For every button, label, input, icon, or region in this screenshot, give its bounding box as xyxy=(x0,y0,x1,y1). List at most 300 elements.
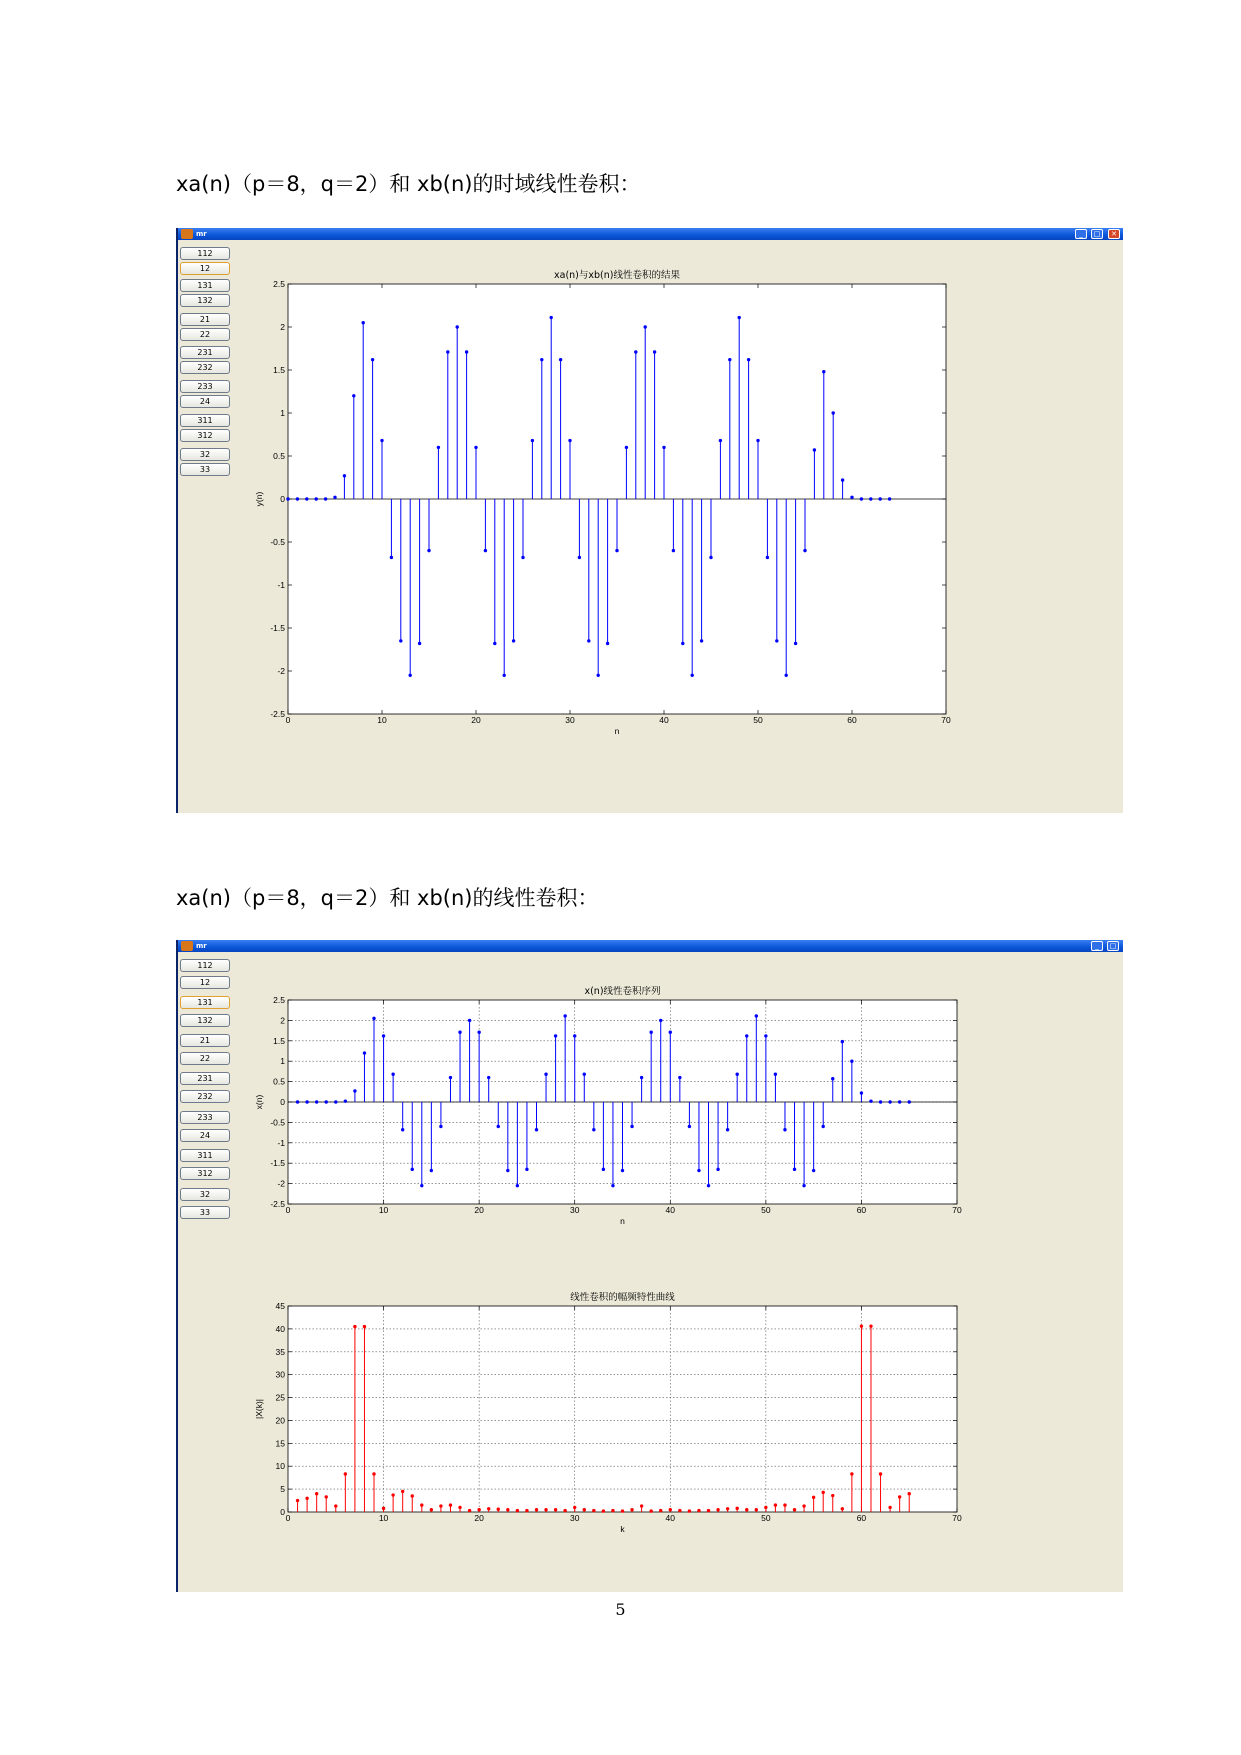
stem-marker xyxy=(841,1507,844,1510)
x-tick-label: 20 xyxy=(471,715,481,725)
y-tick-label: 20 xyxy=(275,1415,285,1426)
stem-marker xyxy=(697,1509,700,1512)
stem-marker xyxy=(477,1031,480,1034)
stem-marker xyxy=(831,1494,834,1497)
y-tick-label: 2.5 xyxy=(273,279,285,289)
stem-marker xyxy=(735,1073,738,1076)
y-axis-label: y(n) xyxy=(254,491,264,507)
uicontrol-button-33[interactable]: 33 xyxy=(180,463,230,476)
uicontrol-button-12[interactable]: 12 xyxy=(180,976,230,989)
x-tick-label: 50 xyxy=(753,715,763,725)
uicontrol-button-12[interactable]: 12 xyxy=(180,262,230,275)
stem-marker xyxy=(691,674,694,677)
x-tick-label: 50 xyxy=(761,1513,771,1523)
stem-marker xyxy=(659,1019,662,1022)
caption-time-domain-convolution: xa(n)（p＝8，q＝2）和 xb(n)的时域线性卷积： xyxy=(176,172,641,196)
stem-marker xyxy=(678,1076,681,1079)
stem-marker xyxy=(592,1509,595,1512)
stem-marker xyxy=(726,1507,729,1510)
stem-marker xyxy=(506,1169,509,1172)
stem-marker xyxy=(477,1508,480,1511)
stem-marker xyxy=(573,1034,576,1037)
stem-marker xyxy=(793,1508,796,1511)
stem-marker xyxy=(775,639,778,642)
x-tick-label: 70 xyxy=(952,1513,962,1523)
x-tick-label: 70 xyxy=(952,1205,962,1215)
x-tick-label: 10 xyxy=(377,715,387,725)
stem-marker xyxy=(554,1034,557,1037)
uicontrol-button-112[interactable]: 112 xyxy=(180,247,230,260)
stem-marker xyxy=(766,556,769,559)
stem-marker xyxy=(672,549,675,552)
stem-marker xyxy=(305,497,308,500)
stem-marker xyxy=(420,1503,423,1506)
stem-marker xyxy=(296,497,299,500)
stem-marker xyxy=(334,1100,337,1103)
uicontrol-button-112[interactable]: 112 xyxy=(180,959,230,972)
stem-marker xyxy=(602,1509,605,1512)
stem-marker xyxy=(411,1494,414,1497)
stem-marker xyxy=(850,496,853,499)
stem-marker xyxy=(812,1169,815,1172)
stem-marker xyxy=(535,1128,538,1131)
stem-marker xyxy=(362,321,365,324)
uicontrol-button-232[interactable]: 232 xyxy=(180,361,230,374)
app-icon xyxy=(181,941,193,951)
y-tick-label: -1.5 xyxy=(270,1158,285,1169)
stem-marker xyxy=(468,1509,471,1512)
stem-marker xyxy=(487,1507,490,1510)
x-tick-label: 60 xyxy=(856,1513,867,1523)
stem-marker xyxy=(678,1509,681,1512)
stem-marker xyxy=(401,1128,404,1131)
uicontrol-button-233[interactable]: 233 xyxy=(180,1111,230,1124)
stem-marker xyxy=(640,1076,643,1079)
y-tick-label: 45 xyxy=(275,1301,285,1311)
stem-marker xyxy=(512,639,515,642)
stem-marker xyxy=(774,1503,777,1506)
stem-marker xyxy=(783,1503,786,1506)
stem-marker xyxy=(879,497,882,500)
uicontrol-button-32[interactable]: 32 xyxy=(180,1188,230,1201)
stem-marker xyxy=(630,1508,633,1511)
stem-marker xyxy=(709,556,712,559)
stem-marker xyxy=(343,474,346,477)
stem-marker xyxy=(879,1472,882,1475)
stem-marker xyxy=(449,1076,452,1079)
stem-marker xyxy=(908,1100,911,1103)
stem-marker xyxy=(305,1100,308,1103)
stem-marker xyxy=(573,1506,576,1509)
chart-title: x(n)线性卷积序列 xyxy=(584,986,661,997)
stem-marker xyxy=(908,1492,911,1495)
stem-marker xyxy=(669,1508,672,1511)
stem-marker xyxy=(606,642,609,645)
stem-marker xyxy=(420,1184,423,1187)
stem-marker xyxy=(305,1497,308,1500)
stem-marker xyxy=(474,446,477,449)
stem-marker xyxy=(662,446,665,449)
y-tick-label: 30 xyxy=(275,1369,285,1380)
page-number: 5 xyxy=(615,1600,626,1619)
stem-marker xyxy=(813,448,816,451)
stem-marker xyxy=(716,1168,719,1171)
uicontrol-button-311[interactable]: 311 xyxy=(180,414,230,427)
stem-marker xyxy=(390,556,393,559)
stem-marker xyxy=(747,358,750,361)
stem-marker xyxy=(869,497,872,500)
stem-marker xyxy=(755,1014,758,1017)
window-title: mr xyxy=(196,942,207,950)
stem-marker xyxy=(756,439,759,442)
stem-marker xyxy=(315,1492,318,1495)
y-tick-label: 15 xyxy=(275,1438,285,1449)
y-tick-label: 0 xyxy=(280,1507,285,1517)
stem-marker xyxy=(344,1472,347,1475)
stem-marker xyxy=(611,1184,614,1187)
stem-marker xyxy=(802,1184,805,1187)
stem-marker xyxy=(879,1100,882,1103)
stem-marker xyxy=(493,642,496,645)
stem-marker xyxy=(315,497,318,500)
uicontrol-button-131[interactable]: 131 xyxy=(180,996,230,1009)
stem-marker xyxy=(615,549,618,552)
stem-marker xyxy=(525,1168,528,1171)
x-tick-label: 50 xyxy=(761,1205,771,1215)
stem-marker xyxy=(382,1034,385,1037)
uicontrol-button-24[interactable]: 24 xyxy=(180,395,230,408)
uicontrol-button-131[interactable]: 131 xyxy=(180,279,230,292)
stem-marker xyxy=(888,1506,891,1509)
stem-marker xyxy=(669,1031,672,1034)
stem-marker xyxy=(550,316,553,319)
window-title: mr xyxy=(196,230,207,238)
stem-marker xyxy=(850,1472,853,1475)
uicontrol-button-312[interactable]: 312 xyxy=(180,1167,230,1180)
stem-marker xyxy=(437,446,440,449)
y-tick-label: 25 xyxy=(275,1392,285,1403)
stem-marker xyxy=(521,556,524,559)
stem-marker xyxy=(869,1099,872,1102)
stem-marker xyxy=(707,1184,710,1187)
stem-marker xyxy=(634,350,637,353)
stem-marker xyxy=(363,1325,366,1328)
stem-marker xyxy=(286,497,289,500)
stem-marker xyxy=(860,1324,863,1327)
stem-marker xyxy=(399,639,402,642)
uicontrol-button-311[interactable]: 311 xyxy=(180,1149,230,1162)
stem-marker xyxy=(688,1509,691,1512)
stem-marker xyxy=(468,1019,471,1022)
stem-marker xyxy=(794,642,797,645)
x-tick-label: 20 xyxy=(474,1205,484,1215)
stem-marker xyxy=(774,1073,777,1076)
y-tick-label: 1.5 xyxy=(273,365,285,375)
stem-marker xyxy=(430,1508,433,1511)
stem-marker xyxy=(822,370,825,373)
y-tick-label: -2.5 xyxy=(270,1199,285,1209)
y-tick-label: -2 xyxy=(277,666,285,676)
x-tick-label: 60 xyxy=(856,1205,867,1215)
x-tick-label: 0 xyxy=(285,1205,291,1215)
stem-marker xyxy=(583,1508,586,1511)
stem-marker xyxy=(630,1125,633,1128)
uicontrol-button-231[interactable]: 231 xyxy=(180,1072,230,1085)
x-tick-label: 0 xyxy=(285,715,291,725)
stem-marker xyxy=(563,1509,566,1512)
stem-marker xyxy=(785,674,788,677)
y-tick-label: 1 xyxy=(280,1056,285,1067)
stem-marker xyxy=(334,1504,337,1507)
stem-marker xyxy=(822,1125,825,1128)
uicontrol-button-232[interactable]: 232 xyxy=(180,1090,230,1103)
stem-marker xyxy=(411,1168,414,1171)
stem-marker xyxy=(525,1509,528,1512)
uicontrol-button-22[interactable]: 22 xyxy=(180,1052,230,1065)
uicontrol-button-312[interactable]: 312 xyxy=(180,429,230,442)
stem-marker xyxy=(439,1504,442,1507)
stem-marker xyxy=(363,1051,366,1054)
uicontrol-button-132[interactable]: 132 xyxy=(180,294,230,307)
stem-marker xyxy=(578,556,581,559)
stem-marker xyxy=(324,497,327,500)
stem-marker xyxy=(803,549,806,552)
y-tick-label: -1 xyxy=(277,1137,285,1148)
y-tick-label: 0 xyxy=(280,1097,285,1107)
stem-marker xyxy=(653,350,656,353)
stem-marker xyxy=(888,497,891,500)
stem-marker xyxy=(860,497,863,500)
stem-marker xyxy=(644,325,647,328)
minimize-button[interactable]: _ xyxy=(1075,229,1087,239)
stem-marker xyxy=(625,446,628,449)
y-tick-label: 1 xyxy=(280,408,285,418)
stem-marker xyxy=(602,1168,605,1171)
stem-marker xyxy=(822,1491,825,1494)
y-tick-label: 2.5 xyxy=(273,995,285,1005)
stem-marker xyxy=(755,1508,758,1511)
stem-marker xyxy=(372,1017,375,1020)
stem-marker xyxy=(380,439,383,442)
stem-marker xyxy=(860,1091,863,1094)
y-tick-label: -1 xyxy=(277,580,285,590)
stem-marker xyxy=(869,1324,872,1327)
stem-marker xyxy=(568,439,571,442)
stem-marker xyxy=(535,1508,538,1511)
y-tick-label: -1.5 xyxy=(270,623,285,633)
stem-marker xyxy=(353,1325,356,1328)
stem-marker xyxy=(503,674,506,677)
y-tick-label: 0.5 xyxy=(273,1076,285,1087)
stem-marker xyxy=(812,1496,815,1499)
x-tick-label: 20 xyxy=(474,1513,484,1523)
stem-marker xyxy=(697,1169,700,1172)
stem-marker xyxy=(439,1125,442,1128)
stem-marker xyxy=(497,1125,500,1128)
stem-marker xyxy=(487,1076,490,1079)
uicontrol-button-32[interactable]: 32 xyxy=(180,448,230,461)
stem-marker xyxy=(427,549,430,552)
figure-window-2 xyxy=(176,940,1123,1592)
y-tick-label: 0.5 xyxy=(273,451,285,461)
uicontrol-button-24[interactable]: 24 xyxy=(180,1129,230,1142)
stem-marker xyxy=(898,1495,901,1498)
app-icon xyxy=(181,229,193,239)
uicontrol-button-132[interactable]: 132 xyxy=(180,1014,230,1027)
stem-marker xyxy=(688,1125,691,1128)
stem-marker xyxy=(372,1472,375,1475)
stem-marker xyxy=(587,639,590,642)
stem-marker xyxy=(888,1100,891,1103)
stem-marker xyxy=(458,1506,461,1509)
stem-marker xyxy=(649,1509,652,1512)
stem-marker xyxy=(352,394,355,397)
y-tick-label: -0.5 xyxy=(270,1117,285,1128)
stem-marker xyxy=(465,350,468,353)
stem-marker xyxy=(371,358,374,361)
x-tick-label: 60 xyxy=(847,715,857,725)
y-tick-label: 0 xyxy=(280,494,285,504)
stem-marker xyxy=(391,1073,394,1076)
stem-marker xyxy=(391,1493,394,1496)
chart-title: 线性卷积的幅频特性曲线 xyxy=(570,1292,675,1303)
y-tick-label: 2 xyxy=(280,322,285,332)
y-axis-label: x(n) xyxy=(254,1094,264,1110)
stem-marker xyxy=(315,1100,318,1103)
chart-title: xa(n)与xb(n)线性卷积的结果 xyxy=(554,270,680,281)
x-tick-label: 10 xyxy=(378,1513,389,1523)
stem-marker xyxy=(449,1503,452,1506)
uicontrol-button-21[interactable]: 21 xyxy=(180,313,230,326)
caption-linear-convolution: xa(n)（p＝8，q＝2）和 xb(n)的线性卷积： xyxy=(176,886,599,910)
stem-marker xyxy=(621,1509,624,1512)
stem-marker xyxy=(333,496,336,499)
stem-marker xyxy=(296,1100,299,1103)
x-axis-label: k xyxy=(620,1524,625,1534)
stem-marker xyxy=(325,1495,328,1498)
stem-marker xyxy=(802,1504,805,1507)
stem-marker xyxy=(516,1509,519,1512)
x-axis-label: n xyxy=(620,1216,625,1226)
stem-marker xyxy=(719,439,722,442)
uicontrol-button-33[interactable]: 33 xyxy=(180,1206,230,1219)
y-axis-label: |X(k)| xyxy=(254,1399,264,1419)
stem-marker xyxy=(659,1509,662,1512)
stem-marker xyxy=(764,1506,767,1509)
stem-marker xyxy=(841,1040,844,1043)
close-button[interactable]: ✕ xyxy=(1108,229,1120,239)
stem-marker xyxy=(484,549,487,552)
x-tick-label: 30 xyxy=(569,1513,580,1523)
stem-marker xyxy=(559,358,562,361)
stem-marker xyxy=(456,325,459,328)
stem-marker xyxy=(583,1073,586,1076)
x-axis-label: n xyxy=(614,726,620,736)
stem-marker xyxy=(611,1509,614,1512)
stem-marker xyxy=(764,1034,767,1037)
stem-marker xyxy=(681,642,684,645)
x-tick-label: 0 xyxy=(285,1513,291,1523)
stem-marker xyxy=(409,674,412,677)
stem-marker xyxy=(649,1031,652,1034)
stem-marker xyxy=(401,1490,404,1493)
title-bar[interactable] xyxy=(178,940,1123,952)
stem-marker xyxy=(621,1169,624,1172)
stem-marker xyxy=(640,1504,643,1507)
plot-convolution-result xyxy=(236,250,1123,813)
maximize-button[interactable]: □ xyxy=(1091,229,1103,239)
stem-marker xyxy=(592,1128,595,1131)
stem-marker xyxy=(344,1099,347,1102)
stem-marker xyxy=(793,1168,796,1171)
stem-marker xyxy=(516,1184,519,1187)
x-tick-label: 40 xyxy=(665,1513,676,1523)
stem-marker xyxy=(296,1499,299,1502)
stem-marker xyxy=(554,1508,557,1511)
plot-magnitude-spectrum xyxy=(236,1292,1123,1592)
stem-marker xyxy=(898,1100,901,1103)
x-tick-label: 70 xyxy=(941,715,951,725)
y-tick-label: 5 xyxy=(280,1484,285,1495)
y-tick-label: -2.5 xyxy=(270,709,285,719)
stem-marker xyxy=(707,1509,710,1512)
x-tick-label: 30 xyxy=(569,1205,580,1215)
y-tick-label: 35 xyxy=(275,1346,285,1357)
stem-marker xyxy=(716,1508,719,1511)
uicontrol-button-233[interactable]: 233 xyxy=(180,380,230,393)
title-bar[interactable] xyxy=(178,228,1123,240)
y-tick-label: 1.5 xyxy=(273,1035,285,1046)
stem-marker xyxy=(745,1508,748,1511)
stem-marker xyxy=(497,1508,500,1511)
stem-marker xyxy=(531,439,534,442)
y-tick-label: 2 xyxy=(280,1015,285,1026)
stem-marker xyxy=(728,358,731,361)
maximize-button[interactable]: □ xyxy=(1107,941,1119,951)
minimize-button[interactable]: _ xyxy=(1091,941,1103,951)
y-tick-label: -2 xyxy=(277,1178,285,1189)
y-tick-label: -0.5 xyxy=(270,537,285,547)
uicontrol-button-21[interactable]: 21 xyxy=(180,1034,230,1047)
stem-marker xyxy=(841,478,844,481)
stem-marker xyxy=(540,358,543,361)
stem-marker xyxy=(325,1100,328,1103)
stem-marker xyxy=(738,316,741,319)
stem-marker xyxy=(544,1508,547,1511)
x-tick-label: 30 xyxy=(565,715,575,725)
y-tick-label: 40 xyxy=(275,1323,285,1334)
stem-marker xyxy=(831,1077,834,1080)
uicontrol-button-22[interactable]: 22 xyxy=(180,328,230,341)
stem-marker xyxy=(418,642,421,645)
x-tick-label: 40 xyxy=(659,715,669,725)
plot-convolution-sequence xyxy=(236,986,1123,1276)
stem-marker xyxy=(458,1031,461,1034)
x-tick-label: 40 xyxy=(665,1205,676,1215)
uicontrol-button-231[interactable]: 231 xyxy=(180,346,230,359)
stem-marker xyxy=(783,1128,786,1131)
x-tick-label: 10 xyxy=(378,1205,389,1215)
stem-marker xyxy=(597,674,600,677)
y-tick-label: 10 xyxy=(275,1461,285,1472)
stem-marker xyxy=(382,1507,385,1510)
stem-marker xyxy=(430,1169,433,1172)
stem-marker xyxy=(735,1507,738,1510)
stem-marker xyxy=(563,1014,566,1017)
plot-area xyxy=(288,1306,957,1512)
stem-marker xyxy=(850,1060,853,1063)
stem-marker xyxy=(353,1089,356,1092)
